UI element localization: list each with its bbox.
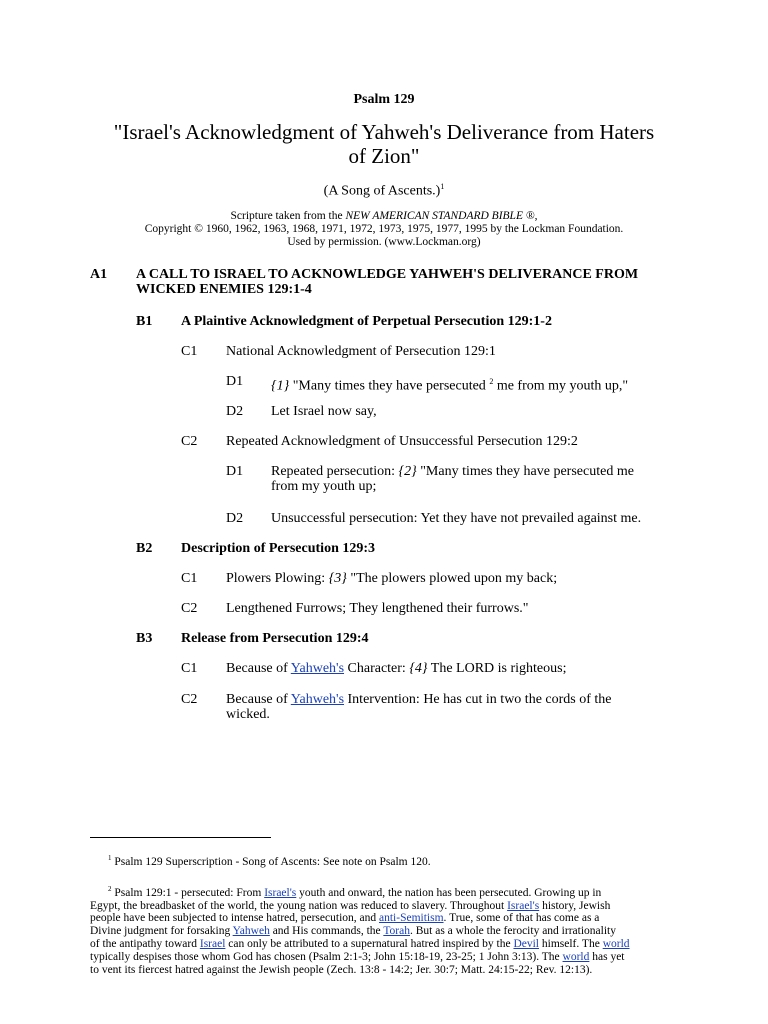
verse-number: {1} bbox=[271, 378, 290, 394]
outline-label: C1 bbox=[181, 344, 198, 359]
verse-text: {1} "Many times they have persecuted $^2$ me from my youth up," bbox=[271, 377, 629, 394]
outline-text: Lengthened Furrows; They lengthened their furrows." bbox=[226, 601, 529, 616]
devil-link[interactable]: Devil bbox=[513, 938, 540, 951]
verse-text: Repeated persecution: {2} "Many times they have persecuted me from my youth up; bbox=[271, 464, 634, 494]
superscription bbox=[0, 182, 768, 200]
outline-text: National Acknowledgment of Persecution 129:1 bbox=[226, 344, 496, 359]
copyright-line-2: Copyright © 1960, 1962, 1963, 1968, 1971, 1972, 1973, 1975, 1977, 1995 by the Lockman Foundation. bbox=[144, 223, 624, 235]
footnote-ref-1[interactable]: 1 bbox=[440, 182, 445, 191]
outline-heading: Description of Persecution 129:3 bbox=[181, 541, 376, 556]
outline-label: D1 bbox=[226, 374, 244, 389]
footnote-ref-2[interactable]: 2 bbox=[489, 377, 494, 386]
outline-text: Because of Yahweh's Intervention: He has cut in two the cords of the wicked. bbox=[226, 692, 612, 722]
outline-label: D2 bbox=[226, 511, 244, 526]
page-title bbox=[0, 120, 768, 168]
outline-label: A1 bbox=[90, 267, 108, 282]
outline-text: Unsuccessful persecution: Yet they have not prevailed against me. bbox=[271, 511, 642, 526]
outline-label: B3 bbox=[136, 631, 153, 646]
yahweh-link[interactable]: Yahweh bbox=[232, 925, 270, 938]
footnote-2: $^2$ Psalm 129:1 - persecuted: From Israel's youth and onward, the nation has been persecuted. Growing up in Egypt, the breadbasket of the world, the young nation was reduced to slavery. Throughout Israel's history, Jewish people have been subjected to intense hatred, persecution, and anti-Semitism. True, some of that has come as a Divine judgment for forsaking Yahweh and His commands, the Torah. But as a whole the ferocity and irrationality of the antipathy toward Israel can only be attributed to a supernatural hatred inspired by the Devil himself. The world typically despises those whom God has chosen (Psalm 2:1-3; John 15:18-19, 23-25; 1 John 3:13). The world has yet to vent its fiercest hatred against the Jewish people (Zech. 13:8 - 14:2; Jer. 30:7; Matt. 24:15-22; Rev. 12:13). bbox=[90, 885, 630, 976]
outline-label: C2 bbox=[181, 601, 198, 616]
verse-number: {4} bbox=[409, 661, 428, 676]
outline-label: C1 bbox=[181, 571, 198, 586]
copyright-notice bbox=[0, 210, 768, 249]
outline-heading: Release from Persecution 129:4 bbox=[181, 631, 369, 646]
outline-text: Repeated Acknowledgment of Unsuccessful Persecution 129:2 bbox=[226, 434, 578, 449]
outline-heading: A Plaintive Acknowledgment of Perpetual Persecution 129:1-2 bbox=[181, 314, 552, 329]
bible-version: NEW AMERICAN STANDARD BIBLE ® bbox=[345, 210, 535, 222]
israels-link[interactable]: Israel's bbox=[264, 886, 297, 899]
psalm-number: Psalm 129 bbox=[353, 92, 415, 107]
outline-label: C1 bbox=[181, 661, 198, 676]
superscription-text: (A Song of Ascents.) bbox=[323, 183, 441, 199]
footnote-1: $^1$ Psalm 129 Superscription - Song of Ascents: See note on Psalm 120. bbox=[108, 854, 431, 868]
anti-semitism-link[interactable]: anti-Semitism bbox=[379, 912, 444, 925]
copyright-line-1: Scripture taken from the NEW AMERICAN STANDARD BIBLE ®, bbox=[230, 210, 538, 222]
verse-number: {2} bbox=[398, 464, 417, 479]
footnote-number: 2 bbox=[108, 885, 112, 893]
verse-text: Plowers Plowing: {3} "The plowers plowed upon my back; bbox=[226, 571, 558, 586]
world-link[interactable]: world bbox=[602, 938, 630, 951]
footnote-number: 1 bbox=[108, 854, 112, 862]
footnote-divider bbox=[90, 837, 271, 838]
outline-label: C2 bbox=[181, 434, 198, 449]
outline-label: C2 bbox=[181, 692, 198, 707]
outline-label: D1 bbox=[226, 464, 244, 479]
outline-label: D2 bbox=[226, 404, 244, 419]
title-line-2: of Zion" bbox=[348, 144, 420, 168]
israels-link[interactable]: Israel's bbox=[507, 899, 540, 912]
title-line-1: "Israel's Acknowledgment of Yahweh's Deliverance from Haters bbox=[113, 120, 655, 144]
yahweh-link[interactable]: Yahweh's bbox=[290, 661, 345, 676]
verse-text: Because of Yahweh's Character: {4} The LORD is righteous; bbox=[226, 661, 567, 676]
outline-label: B2 bbox=[136, 541, 153, 556]
yahweh-link[interactable]: Yahweh's bbox=[290, 692, 345, 707]
outline-label: B1 bbox=[136, 314, 153, 329]
israel-link[interactable]: Israel bbox=[199, 938, 226, 951]
copyright-line-3: Used by permission. (www.Lockman.org) bbox=[287, 236, 481, 248]
outline-heading: A CALL TO ISRAEL TO ACKNOWLEDGE YAHWEH'S DELIVERANCE FROM WICKED ENEMIES 129:1-4 bbox=[136, 267, 639, 297]
verse-number: {3} bbox=[328, 571, 347, 586]
torah-link[interactable]: Torah bbox=[383, 925, 410, 938]
outline-text: Let Israel now say, bbox=[271, 404, 377, 419]
world-link[interactable]: world bbox=[562, 950, 590, 963]
